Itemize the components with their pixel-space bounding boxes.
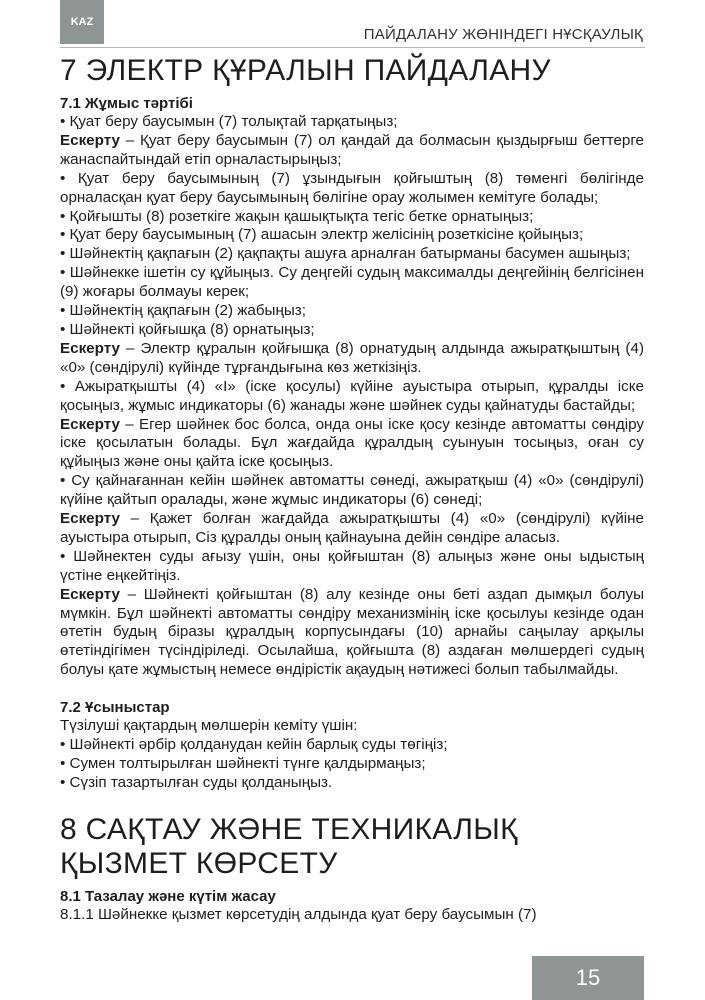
bullet-item: • Сүзіп тазартылған суды қолданыңыз.: [60, 773, 333, 791]
page-content: [60, 54, 644, 925]
note-label: Ескерту: [60, 510, 120, 528]
paragraph: • Шәйнекті қойғышқа (8) орнатыңыз;: [60, 320, 315, 338]
note-text: – Егер шәйнек бос болса, онда оны іске қосу кезінде автоматты сөндіру іске қосылатын болады. Бұл жағдайда құралдың суынуын тосыңыз, оған су құйыңыз және оны қайта іске қосыңыз.: [60, 415, 644, 471]
bullet-item: • Сумен толтырылған шәйнекті түнге қалдырмаңыз;: [60, 755, 426, 772]
note-text: – Электр құралын қойғышқа (8) орнатудың алдында ажыратқыштың (4) «0» (сөндірулі) күйінде тұрғандығына көз жеткізіңіз.: [60, 339, 644, 376]
paragraph: • Су қайнағаннан кейін шәйнек автоматты сөнеді, ажыратқыш (4) «0» (сөндірулі) күйіне қайтып оралады, және жұмыс индикаторы (6) сөнеді;: [60, 472, 644, 509]
paragraph: • Шәйнекке ішетін су құйыңыз. Су деңгейі судың максималды деңгейінің белгісінен (9) жоғары болмауы керек;: [60, 264, 644, 301]
note-paragraph: [60, 510, 644, 548]
bullet-item: • Шәйнекті әрбір қолданудан кейін барлық суды төгіңіз;: [60, 736, 448, 754]
paragraph: • Шәйнектің қақпағын (2) қақпақты ашуға арналған батырманы басумен ашыңыз;: [60, 245, 631, 263]
paragraph: Түзілуші қақтардың мөлшерін кеміту үшін:: [60, 717, 358, 735]
language-tab: KAZ: [60, 0, 104, 44]
note-label: Ескерту: [60, 131, 120, 149]
note-text: – Қажет болған жағдайда ажыратқышты (4) «0» (сөндірулі) күйіне ауыстыра отырып, Сіз құралды оның қайнауына дейін сөндіре аласыз.: [60, 510, 644, 546]
header-title: ПАЙДАЛАНУ ЖӨНІНДЕГІ НҰСҚАУЛЫҚ: [363, 26, 643, 43]
section-8-title: 8 САҚТАУ ЖӘНЕ ТЕХНИКАЛЫҚ ҚЫЗМЕТ КӨРСЕТУ: [60, 812, 518, 880]
paragraph: • Қуат беру баусымын (7) толықтай тарқатыңыз;: [60, 113, 398, 130]
paragraph: • Қуат беру баусымының (7) ұзындығын қойғыштың (8) төменгі бөлігінде орналасқан қуат беру баусымының бөлігіне орау жолымен кемітуге болады;: [60, 169, 644, 206]
note-paragraph: [60, 132, 644, 170]
paragraph: • Шәйнектен суды ағызу үшін, оны қойғыштан (8) алыңыз және оны ыдыстың үстіне еңкейтіңіз.: [60, 547, 644, 584]
note-label: Ескерту: [60, 415, 120, 433]
note-label: Ескерту: [60, 585, 120, 603]
note-paragraph: [60, 340, 644, 378]
paragraph: • Ажыратқышты (4) «I» (іске қосулы) күйіне ауыстыра отырып, құралды іске қосыңыз, жұмыс индикаторы (6) жанады және шәйнек суды қайнатуды бастайды;: [60, 377, 644, 414]
note-text: – Шәйнекті қойғыштан (8) алу кезінде оны беті аздап дымқыл болуы мүмкін. Бұл шәйнекті автоматты сөндіру механизмінің іске қосылуы кезінде одан өтетін будың біразы құралдың корпусындағы (10) арнайы саңылау арқылы өтетіндігімен түсіндіріледі. Осылайша, қойғышта (8) аздаған мөлшердегі судың болуы қате жұмыстың немесе өндірістік ақаудың нәтижесі болып табылмайды.: [60, 585, 644, 679]
note-paragraph: [60, 416, 644, 473]
section-7-2-heading: 7.2 Ұсыныстар: [60, 699, 170, 717]
paragraph: • Қуат беру баусымының (7) ашасын электр желісінің розеткісіне қойыңыз;: [60, 226, 584, 244]
section-7-title: 7 ЭЛЕКТР ҚҰРАЛЫН ПАЙДАЛАНУ: [60, 54, 551, 87]
paragraph: 8.1.1 Шәйнекке қызмет көрсетудің алдында қуат беру баусымын (7): [60, 905, 537, 923]
section-8-1-heading: 8.1 Тазалау және күтім жасау: [60, 887, 276, 905]
paragraph: • Қойғышты (8) розеткіге жақын қашықтықта тегіс бетке орнатыңыз;: [60, 207, 534, 225]
paragraph: • Шәйнектің қақпағын (2) жабыңыз;: [60, 302, 306, 320]
page-number: 15: [532, 956, 644, 1000]
note-paragraph: [60, 586, 644, 681]
header-divider: [60, 47, 645, 48]
note-text: – Қуат беру баусымын (7) ол қандай да болмасын қыздырғыш беттерге жанаспайтындай етіп орналастырыңыз;: [60, 131, 644, 168]
note-label: Ескерту: [60, 339, 120, 357]
section-7-1-heading: 7.1 Жұмыс тәртібі: [60, 95, 193, 112]
